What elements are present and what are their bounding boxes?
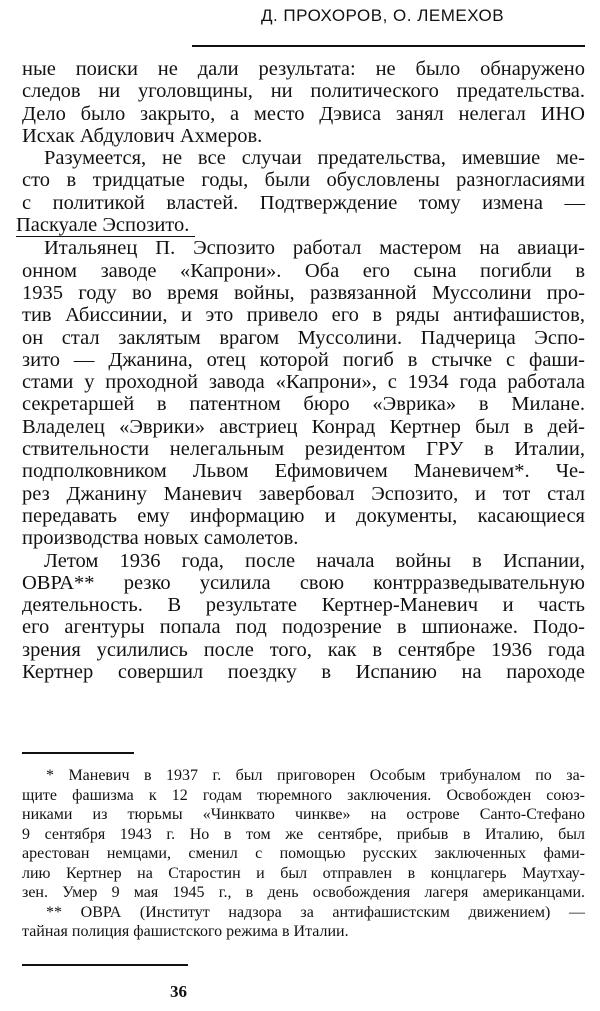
text-line: Владелец «Эврики» австриец Конрад Кертнер был в дей- [22, 415, 585, 438]
text-line: тив Абиссинии, и это привело его в ряды антифашистов, [22, 304, 585, 327]
text-line: с политикой властей. Подтверждение тому измена — [22, 191, 585, 214]
page-number: 36 [170, 982, 187, 1001]
text-line: его агентуры попала под подозрение в шпионаже. Подо- [22, 616, 585, 639]
text-line: деятельность. В результате Кертнер-Маневич и часть [22, 594, 585, 617]
text-line: подполковником Львом Ефимовичем Маневичем*. Че- [22, 460, 585, 483]
footnotes [22, 766, 585, 942]
footnote-line: арестован немцами, сменил с помощью русских заключенных фами- [22, 845, 585, 862]
header-rule [192, 45, 585, 47]
text-line: Исхак Абдулович Ахмеров. [22, 124, 263, 147]
text-line: 1935 году во время войны, развязанной Муссолини про- [22, 281, 585, 304]
text-line: Итальянец П. Эспозито работал мастером на авиаци- [44, 237, 585, 260]
text-line: Летом 1936 года, после начала войны в Испании, [44, 549, 585, 572]
footnote-line: * Маневич в 1937 г. был приговорен Особым трибуналом по за- [46, 767, 585, 784]
running-header: Д. ПРОХОРОВ, О. ЛЕМЕХОВ [260, 6, 505, 25]
footnote-line: зен. Умер 9 мая 1945 г., в день освобождения лагеря американцами. [22, 884, 585, 901]
underlined-name: Паскуале Эспозито. [16, 214, 195, 237]
text-line: сто в тридцатые годы, были обусловлены разногласиями [22, 169, 585, 192]
text-line: зито — Джанина, отец которой погиб в стычке с фаши- [22, 348, 585, 371]
footnote-line: лию Кертнер на Старостин и был отправлен в концлагерь Маутхау- [22, 864, 585, 882]
main-text [16, 58, 585, 684]
text-line: Разумеется, не все случаи предательства, имевшие ме- [44, 147, 585, 170]
footnote-line: никами из тюрьмы «Чинквато чинкве» на острове Санто-Стефано [22, 806, 585, 823]
text-line: рез Джанину Маневич завербовал Эспозито, и тот стал [22, 482, 585, 505]
text-line: производства новых самолетов. [22, 527, 299, 550]
text-line: ОВРА** резко усилила свою контрразведывательную [22, 571, 585, 594]
text-line: следов ни уголовщины, ни политического предательства. [22, 80, 585, 103]
text-line: ные поиски не дали результата: не было обнаружено [22, 58, 585, 80]
footnote-line: тайная полиция фашистского режима в Италии. [22, 923, 349, 940]
footnote-line: щите фашизма к 12 годам тюремного заключения. Освобожден союз- [22, 786, 585, 804]
footnote-rule [22, 752, 134, 754]
text-line: Дело было закрыто, а место Дэвиса занял нелегал ИНО [22, 102, 585, 125]
text-line: ствительности нелегальным резидентом ГРУ в Италии, [22, 438, 585, 461]
text-line: стами у проходной завода «Капрони», с 1934 года работала [22, 371, 585, 394]
bottom-rule [22, 964, 188, 966]
text-line: зрения усилились после того, как в сентябре 1936 года [22, 638, 585, 661]
text-line: секретаршей в патентном бюро «Эврика» в Милане. [22, 393, 585, 416]
text-line: онном заводе «Капрони». Оба его сына погибли в [22, 259, 585, 282]
text-line: передавать ему информацию и документы, касающиеся [22, 504, 585, 527]
text-line: он стал заклятым врагом Муссолини. Падчерица Эспо- [22, 326, 585, 349]
footnote-line: 9 сентября 1943 г. Но в том же сентябре, прибыв в Италию, был [22, 825, 585, 843]
footnote-line: ** ОВРА (Институт надзора за антифашистским движением) — [46, 903, 585, 921]
text-line: Кертнер совершил поездку в Испанию на пароходе [22, 661, 585, 684]
